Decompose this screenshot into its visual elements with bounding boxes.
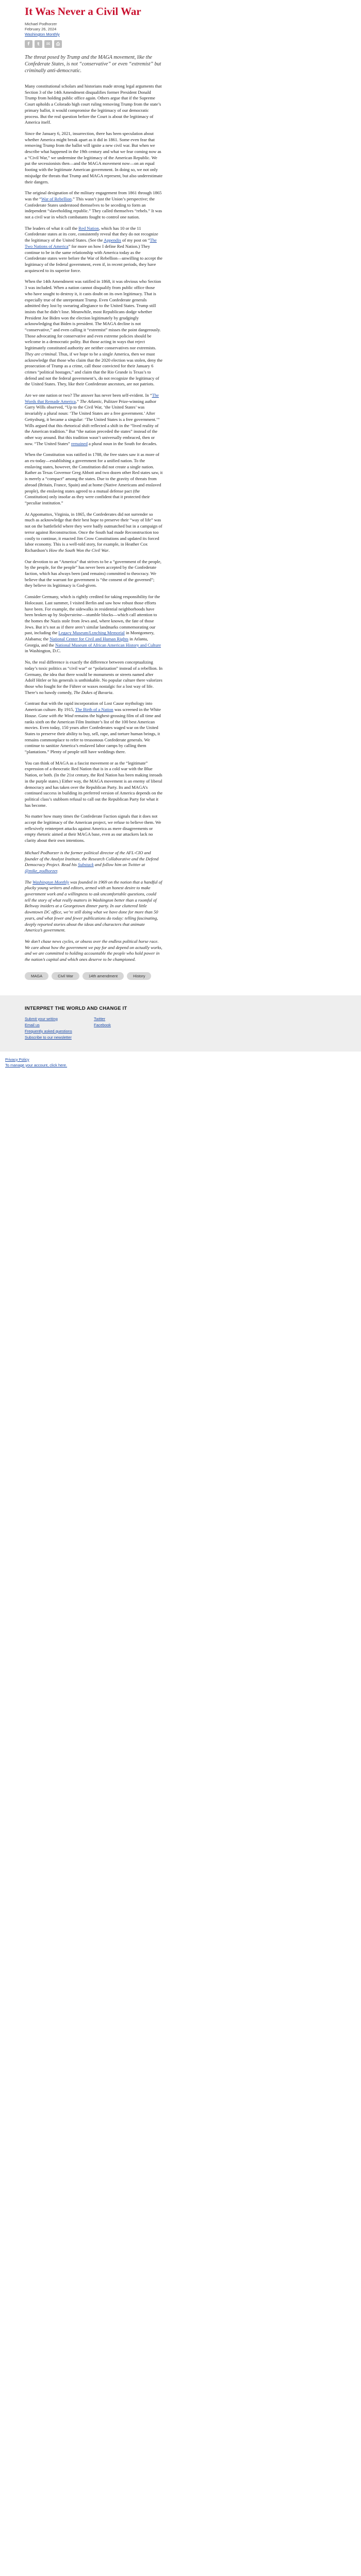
paragraph-text: in Washington, D.C. xyxy=(25,648,61,654)
paragraph-text: Many constitutional scholars and historians made strong legal arguments that Section 3 of the 14th Amendment disqualifies former President Donald Trump from holding public office again. Others argue that if the Supreme Court upholds a Colorado high court ruling removing Trump from the state’s primary ballot, it would compromise the legitimacy of our democratic process. But the real question before the Court is about the legitimacy of America itself. xyxy=(25,83,162,125)
footer-link[interactable]: Email us xyxy=(25,1022,40,1027)
paragraph-text: , Pulitzer Prize-winning author Garry Wills observed, “Up to the Civil War, ‘the United States’ was invariably a plural noun: ‘The United States are a free government.’ After Gettysburg, it became a singular: ‘The United States is a free government.’” Wills argued that this rhetorical shift reflected a shift in the “lived reality of the American tradition.” But “the nation preceded the states” instead of the other way around. But this tradition wasn’t universally embraced, then or now. “The United States” xyxy=(25,398,160,446)
footer-link[interactable]: Frequently asked questions xyxy=(25,1028,72,1033)
footer-link[interactable]: Submit your writing xyxy=(25,1016,58,1021)
inline-link[interactable]: @mike_podhorzer xyxy=(25,868,57,873)
print-icon[interactable]: ⎙ xyxy=(54,40,62,48)
bottom-links xyxy=(0,1052,361,1076)
paragraph-text: .” This wasn’t just the Union’s perspective; the Confederate States understood themselves to be seceding to form an independent “slaveholding republic.” They called themselves “rebels.” It was not a civil war in which combatants fought to control one nation. xyxy=(25,196,162,220)
paragraph-text: We don’t chase news cycles, or obsess over the endless political horse race. We care about how the government we pay for and depend on actually works, and we are committed to holding accountable the people who hold power in the nation’s capital and which ones deserve to be championed. xyxy=(25,939,162,962)
footer-title: INTERPRET THE WORLD AND CHANGE IT xyxy=(25,1005,127,1011)
twitter-icon[interactable]: t xyxy=(35,40,42,48)
inline-link[interactable]: National Museum of African American History and Culture xyxy=(55,642,161,648)
tag-button[interactable]: Civil War xyxy=(52,972,79,980)
footer-social-column xyxy=(94,1016,163,1040)
emphasis-text: How the South Won the Civil War xyxy=(49,547,109,553)
email-icon[interactable]: ✉ xyxy=(44,40,52,48)
inline-link[interactable]: The Words that Remade America xyxy=(25,393,159,404)
article-paragraph xyxy=(25,594,163,654)
article-body xyxy=(25,83,163,844)
footer-social-link[interactable]: Facebook xyxy=(94,1022,111,1027)
article-paragraph xyxy=(25,131,163,185)
paragraph-text: You can think of MAGA as a fascist movement or as the “legitimate” expression of a theocratic Red Nation that is in a cold war with the Blue Nation, or both. (In the 21st century, the Red Nation has been making inroads in the purple states.) Either way, the MAGA movement is an enemy of liberal democracy and has taken over the Republican Party. Its and MAGA’s continued success in building its preferred version of America depends on the political class’s stubborn refusal to call out the Republican Party for what it has become. xyxy=(25,760,163,808)
article xyxy=(25,0,163,980)
share-buttons xyxy=(25,40,163,48)
author-name: Michael Podhorzer xyxy=(25,22,57,26)
emphasis-text: They are criminal. xyxy=(25,351,58,357)
bottom-link[interactable]: Privacy Policy xyxy=(5,1057,29,1062)
paragraph-text: was founded in 1969 on the notion that a handful of plucky young writers and editors, armed with an honest desire to make government work and a willingness to ask uncomfortable questions, could tell the story of what really matters in Washington better than a roomful of Beltway insiders at a Georgetown dinner party. In our cluttered little downtown DC office, we’re still doing what we have done for more than 50 years, and what fewer and fewer publications do today: telling fascinating, deeply reported stories about the ideas and characters that animate America’s government. xyxy=(25,879,162,933)
site-footer xyxy=(0,995,361,1052)
paragraph-text: . xyxy=(57,868,58,873)
paragraph-text: of my post on “ xyxy=(121,238,150,243)
paragraph-text: Consider Germany, which is rightly credited for taking responsibility for the Holocaust. Last summer, I visited Berlin and saw how robust those efforts have been. For example, the sidewalks in residential neighborhoods have been broken up by xyxy=(25,594,160,618)
bio-paragraph xyxy=(25,879,163,934)
facebook-icon[interactable]: f xyxy=(25,40,32,48)
tag-list xyxy=(25,972,163,980)
tag-button[interactable]: MAGA xyxy=(25,972,48,980)
article-paragraph xyxy=(25,559,163,589)
article-paragraph xyxy=(25,190,163,221)
footer-links-column xyxy=(25,1016,94,1040)
article-paragraph xyxy=(25,279,163,387)
paragraph-text: No matter how many times the Confederate Faction signals that it does not accept the legitimacy of the American project, we refuse to believe them. We reflexively reinterpret attacks against America as mere disagreements or empty rhetoric aimed at their MAGA base, even as our attackers lack no clarity about their own intentions. xyxy=(25,814,161,843)
paragraph-text: , which has 10 or the 11 Confederate states at its core, consistently reveal that they do not recognize the legitimacy of the United States. (See the xyxy=(25,225,158,243)
footer-link[interactable]: Subscribe to our newsletter xyxy=(25,1035,72,1040)
paragraph-text: . xyxy=(108,547,110,553)
emphasis-text: The Dukes of Bavaria xyxy=(73,689,112,695)
paragraph-text: Are we one nation or two? The answer has never been self-evident. In “ xyxy=(25,393,152,398)
paragraph-text: The leaders of what it call the xyxy=(25,225,79,231)
paragraph-text: —stumble blocks—which call attention to the homes the Nazis stole from Jews and, where known, the fate of those Jews. But it’s not as if there aren’t similar landmarks commemorating our past, including the xyxy=(25,612,157,636)
article-paragraph xyxy=(25,701,163,755)
inline-link[interactable]: Appendix xyxy=(103,238,121,243)
paragraph-text: The xyxy=(25,879,33,885)
tag-button[interactable]: History xyxy=(127,972,151,980)
paragraph-text: ” for more on how I define Red Nation.) They continue to be in the same relationship with America today as the Confederate states were before the War of Rebellion—unwilling to accept the legitimacy of the federal government, even if, in recent periods, they have acquiesced to its superior force. xyxy=(25,243,162,273)
paragraph-text: When the 14th Amendment was ratified in 1868, it was obvious who Section 3 was included. When a nation cannot disqualify from public office those who have sought to destroy it, it casts doubt on its own legitimacy. That is especially true of the unrepentant Trump. Even Confederate generals admitted they lost by swearing allegiance to the United States. Trump still insists that he didn’t lose. Meanwhile, most Republicans dodge whether President Joe Biden won the election legitimately by grudgingly acknowledging that Biden is president. The MAGA decline is not “conservative,” and even calling it “extremist” misses the point dangerously. Those advocating for conservative and even extreme policies should be welcome in a democratic polity. But those acting in ways that reject legitimately constituted authority are neither conservatives nor extremists. xyxy=(25,279,161,351)
article-paragraph xyxy=(25,393,163,447)
paragraph-text: . xyxy=(112,689,114,695)
paragraph-text: Our devotion to an “America” that strives to be a “government of the people, by the people, for the people” has never been accepted by the Confederate faction, which has always been (and remains) committed to theocracy. We believe that the warrant for government is “the consent of the governed”; they believe its legitimacy is God-given. xyxy=(25,558,161,588)
inline-link[interactable]: Legacy Museum/Lynching Memorial xyxy=(58,630,125,636)
article-paragraph xyxy=(25,512,163,554)
emphasis-text: Gone with the Wind xyxy=(38,713,74,718)
inline-link[interactable]: The Birth of a Nation xyxy=(75,707,113,713)
article-paragraph xyxy=(25,814,163,844)
byline xyxy=(25,22,163,37)
author-bio xyxy=(25,850,163,963)
article-paragraph xyxy=(25,760,163,809)
inline-link[interactable]: War of Rebellion xyxy=(41,196,72,201)
paragraph-text: ,” xyxy=(75,398,80,404)
inline-link[interactable]: remained xyxy=(71,440,88,446)
paragraph-text: and follow him on Twitter at xyxy=(93,862,145,868)
paragraph-text: Thus, if we hope to be a single America, then we must acknowledge that those who claim that the 2020 election was stolen, deny the prosecution of Trump as a crime, call those convicted for their January 6 crimes “political hostages,” and claim that the Rio Grande is Texas’s to defend and not the federal government’s, do not recognize the legitimacy of the United States. They, like their Confederate ancestors, are not patriots. xyxy=(25,351,163,387)
paragraph-text: was screened in the White House. xyxy=(25,707,161,718)
article-paragraph xyxy=(25,452,163,506)
paragraph-text: The original designation of the military engagement from 1861 through 1865 was the “ xyxy=(25,190,162,201)
emphasis-text: Stolpersteine xyxy=(58,612,82,618)
bio-paragraph xyxy=(25,939,163,963)
article-paragraph xyxy=(25,659,163,696)
paragraph-text: Contrast that with the rapid incorporation of Lost Cause mythology into American culture. By 1915, xyxy=(25,701,153,713)
article-title: It Was Never a Civil War xyxy=(25,5,141,18)
inline-link[interactable]: Substack xyxy=(78,862,94,868)
paragraph-text: in Montgomery, Alabama; the xyxy=(25,630,155,642)
article-paragraph xyxy=(25,83,163,126)
inline-link[interactable]: The Two Nations of America xyxy=(25,238,157,249)
inline-link[interactable]: National Center for Civil and Human Rights xyxy=(50,636,128,642)
bio-paragraph xyxy=(25,850,163,874)
bottom-link[interactable]: To manage your account, click here. xyxy=(5,1062,68,1067)
paragraph-text: remains the highest-grossing film of all time and ranks sixth on the American Film Institute’s list of the 100 best American movies. Even today, 150 years after Confederates waged war on the United States to preserve their ability to buy, sell, rape, and torture human beings, it remains commonplace to refer to treasonous Confederate generals. We continue to sanitize America’s enslaved labor camps by calling them “plantations.” Plenty of people still have weddings there. xyxy=(25,713,161,755)
publish-date: February 26, 2024 xyxy=(25,27,57,31)
article-dek: The threat posed by Trump and the MAGA movement, like the Confederate States, is not “conservative” or even “extremist” but criminally anti-democratic. xyxy=(25,55,161,74)
article-paragraph xyxy=(25,226,163,274)
paragraph-text: Michael Podhorzer is the former political director of the AFL-CIO and founder of the Analyst Institute, the Research Collaborative and the Defend Democracy Project. Read his xyxy=(25,850,159,868)
publication-link[interactable]: Washington Monthly xyxy=(25,32,60,37)
page xyxy=(0,0,361,1076)
paragraph-text: in Atlanta, Georgia, and the xyxy=(25,636,148,648)
footer-social-link[interactable]: Twitter xyxy=(94,1016,106,1021)
paragraph-text: When the Constitution was ratified in 1788, the free states saw it as more of an ex-today—establishing a government for a unified nation. To the enslaving states, however, the Constitution did not create a single nation. Rather as Texas Governor Greg Abbott and two dozen other Red states saw, it is merely a “compact” among the states. Due to the gravity of threats from abroad (Britain, France, Spain) and at home (Native Americans and enslaved people), the enslaving states agreed to a mutual defense pact (the Constitution) only insofar as they were confident that it protected their “peculiar institution.” xyxy=(25,452,163,505)
emphasis-text: The Atlantic xyxy=(79,398,102,404)
paragraph-text: At Appomattox, Virginia, in 1865, the Confederates did not surrender so much as acknowledge that their best hope to preserve their “way of life” was not on the battlefield where they were badly outmatched but in a campaign of terror against Reconstruction. Once the South had made Reconstruction too costly to continue, it enacted Jim Crow Constitutions and updated its forced labor economy. This is a well-told story, for example, in Heather Cox Richardson’s xyxy=(25,511,162,553)
inline-link[interactable]: Washington Monthly xyxy=(32,879,70,885)
paragraph-text: a plural noun in the South for decades. xyxy=(87,440,157,446)
paragraph-text: No, the real difference is exactly the difference between conceptualizing today’s toxic politics as “civil war” or “polarization” instead of a rebellion. In Germany, the idea that there would be monuments or streets named after Adolf Hitler or his generals is unthinkable. No popular culture there valorizes those who fought for the Führer or waxes nostalgic for a lost way of life. There’s no bawdy comedy, xyxy=(25,659,163,695)
tag-button[interactable]: 14th amendment xyxy=(83,972,124,980)
inline-link[interactable]: Red Nation xyxy=(78,225,99,231)
paragraph-text: Since the January 6, 2021, insurrection, there has been speculation about whether America might break apart as it did in 1861. Some even fear that removing Trump from the ballot will ignite a new civil war. But when we describe what happened in the 19th century and what we fear coming now as a “Civil War,” we undermine the legitimacy of the American Republic. We put the secessionists then—and the MAGA movement now—on an equal footing with the legitimate American government. In doing so, we not only misjudge the threats that Trump and MAGA represent, but also underestimate their dangers. xyxy=(25,130,163,184)
